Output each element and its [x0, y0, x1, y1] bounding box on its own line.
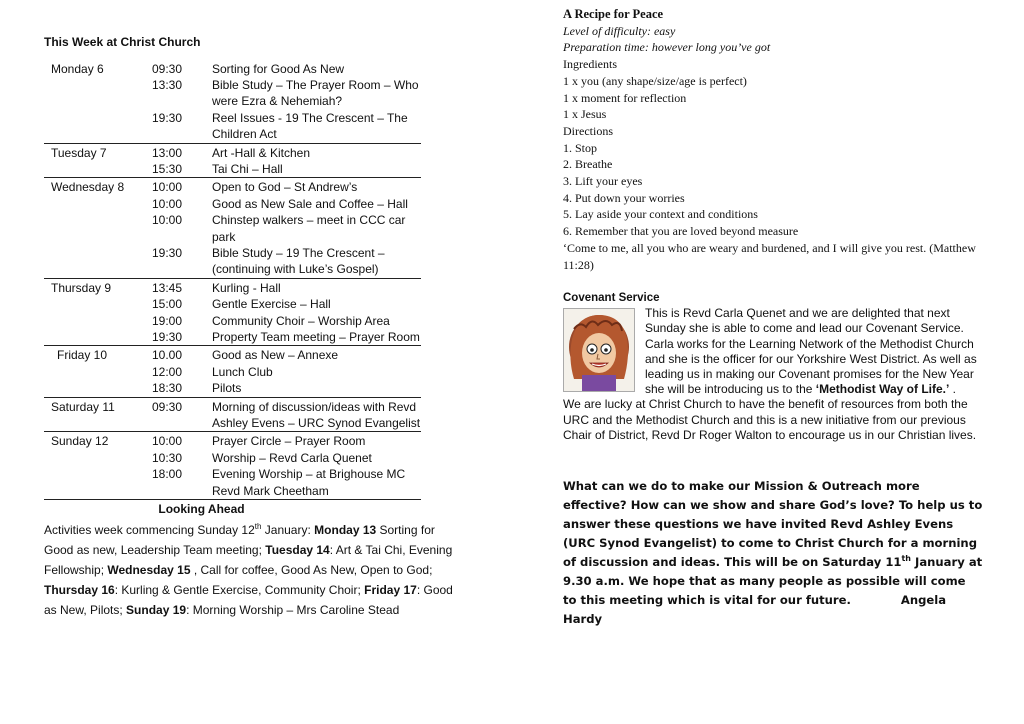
looking-ahead-text — [44, 520, 454, 620]
covenant-title: Covenant Service — [563, 292, 660, 305]
schedule-time: 19:00 — [152, 313, 183, 328]
covenant-paragraph-2: We are lucky at Christ Church to have the benefit of resources from both the URC and the Methodist Church and this is a new initiative from our previous Chair of District, Revd Dr Roger Walton to encourage us in our Christian lives. — [563, 397, 977, 442]
schedule-event: Bible Study – The Prayer Room – Who were Ezra & Nehemiah? — [212, 77, 419, 109]
direction-step: 6. Remember that you are loved beyond measure — [563, 224, 799, 239]
right-column — [563, 6, 983, 629]
schedule-row — [44, 143, 421, 161]
schedule-event: Lunch Club — [212, 364, 273, 379]
schedule-time: 18:30 — [152, 380, 212, 397]
schedule-event: Bible Study – 19 The Crescent – (continuing with Luke’s Gospel) — [212, 245, 421, 278]
direction-step: 5. Lay aside your context and conditions — [563, 207, 758, 222]
directions-list — [563, 140, 983, 240]
direction-step: 2. Breathe — [563, 157, 613, 172]
schedule-row — [44, 278, 421, 296]
schedule-row — [44, 61, 421, 77]
ahead-day-friday: Friday 17 — [364, 582, 417, 597]
schedule-event: Sorting for Good As New — [212, 61, 345, 76]
schedule-time: 18:00 — [152, 466, 212, 499]
schedule-day: Monday 6 — [51, 61, 104, 76]
recipe-title: A Recipe for Peace — [563, 7, 664, 21]
ingredient-item: 1 x Jesus — [563, 107, 607, 122]
outreach-sup: th — [901, 554, 911, 564]
schedule-time: 15:30 — [152, 161, 212, 178]
schedule-day: Sunday 12 — [51, 434, 109, 449]
ahead-sup: th — [254, 521, 262, 531]
schedule-event: Tai Chi – Hall — [212, 161, 421, 178]
schedule-event: Reel Issues - 19 The Crescent – The Children Act — [212, 110, 421, 143]
looking-ahead-title: Looking Ahead — [158, 502, 245, 517]
schedule-time: 12:00 — [152, 364, 183, 379]
schedule-day: Saturday 11 — [44, 397, 152, 432]
ingredient-item: 1 x you (any shape/size/age is perfect) — [563, 73, 747, 88]
ahead-text-monday: Sorting for Good as new, Leadership Team meeting; — [44, 522, 435, 557]
schedule-event: Good as New – Annexe — [212, 348, 339, 363]
schedule-row — [44, 161, 421, 178]
schedule-day — [44, 110, 152, 143]
schedule-time: 10:00 — [152, 213, 183, 228]
schedule-event: Good as New Sale and Coffee – Hall — [212, 196, 408, 211]
direction-step: 1. Stop — [563, 140, 598, 155]
ingredients-list — [563, 73, 983, 123]
schedule-row — [44, 329, 421, 346]
schedule-row — [44, 212, 421, 245]
schedule-day — [44, 296, 152, 312]
schedule-day — [44, 380, 152, 397]
recipe-difficulty: Level of difficulty: easy — [563, 23, 676, 38]
schedule-row — [44, 196, 421, 212]
schedule-time: 13:30 — [152, 77, 183, 92]
ahead-day-wednesday: Wednesday 15 — [107, 562, 191, 577]
schedule-time: 09:30 — [152, 397, 212, 432]
methodist-way-of-life: ‘Methodist Way of Life.’ — [815, 382, 950, 397]
ahead-day-tuesday: Tuesday 14 — [265, 542, 330, 557]
direction-step: 4. Put down your worries — [563, 190, 685, 205]
schedule-event: Pilots — [212, 380, 421, 397]
schedule-row — [44, 296, 421, 312]
covenant-service-section — [563, 291, 983, 443]
schedule-event: Worship – Revd Carla Quenet — [212, 450, 372, 465]
recipe-quote: ‘Come to me, all you who are weary and burdened, and I will give you rest. (Matthew 11:28) — [563, 240, 976, 272]
outreach-text-1: What can we do to make our Mission & Outreach more effective? How can we show and share God’s love? To help us to answer these questions we have invited Revd Ashley Evens (URC Synod Evangelist) to come to Christ Church for a morning of discussion and ideas. This will be on Saturday 11 — [563, 479, 983, 570]
schedule-event: Kurling - Hall — [212, 280, 281, 295]
schedule-event: Open to God – St Andrew’s — [212, 180, 358, 195]
schedule-day — [44, 329, 152, 346]
schedule-row — [44, 432, 421, 450]
recipe-for-peace — [563, 6, 983, 273]
schedule-row — [44, 178, 421, 196]
direction-step: 3. Lift your eyes — [563, 174, 643, 189]
ingredients-label: Ingredients — [563, 57, 617, 72]
ahead-day-monday: Monday 13 — [314, 522, 377, 537]
ahead-day-thursday: Thursday 16 — [44, 582, 115, 597]
portrait-drawing — [564, 309, 634, 391]
schedule-time: 10.00 — [152, 348, 183, 363]
schedule-day — [44, 77, 152, 110]
covenant-paragraph-1-end: . — [949, 382, 956, 397]
schedule-time: 10:30 — [152, 450, 183, 465]
schedule-day: Wednesday 8 — [51, 180, 125, 195]
ahead-text-wednesday: , Call for coffee, Good As New, Open to God; — [190, 562, 433, 577]
carla-quenet-portrait — [563, 308, 635, 392]
ingredient-item: 1 x moment for reflection — [563, 90, 687, 105]
schedule-row — [44, 466, 421, 499]
schedule-row — [44, 313, 421, 329]
schedule-row — [44, 380, 421, 397]
schedule-day — [44, 161, 152, 178]
schedule-day — [44, 450, 152, 466]
schedule-time: 09:30 — [152, 61, 183, 76]
ahead-text-friday: : Good as New, Pilots; — [44, 582, 453, 617]
schedule-event: Art -Hall & Kitchen — [212, 145, 311, 160]
schedule-event: Chinstep walkers – meet in CCC car park — [212, 213, 406, 244]
schedule-day: Tuesday 7 — [51, 145, 107, 160]
schedule-time: 19:30 — [152, 329, 212, 346]
schedule-time: 10:00 — [152, 180, 183, 195]
schedule-event: Evening Worship – at Brighouse MC Revd Mark Cheetham — [212, 466, 421, 499]
ahead-text-tuesday: : Art & Tai Chi, Evening Fellowship; — [44, 542, 453, 577]
schedule-day — [44, 466, 152, 499]
covenant-paragraph-1: This is Revd Carla Quenet and we are delighted that next Sunday she is able to come and lead our Covenant Service. Carla works for the Learning Network of the Methodist Church and she is the officer for our Yorkshire West District. As well as leading us in making our Covenant promises for the New Year she will be introducing us to the — [645, 306, 977, 397]
ahead-text-thursday: : Kurling & Gentle Exercise, Community Choir; — [114, 582, 365, 597]
schedule-time: 13:45 — [152, 280, 183, 295]
schedule-row — [44, 364, 421, 380]
schedule-event: Morning of discussion/ideas with Revd Ashley Evens – URC Synod Evangelist — [212, 397, 421, 432]
schedule-row — [44, 346, 421, 364]
schedule-title: This Week at Christ Church — [44, 35, 201, 49]
schedule-event: Gentle Exercise – Hall — [212, 297, 331, 312]
signature: Angela Hardy — [563, 593, 947, 627]
schedule-table — [44, 61, 421, 501]
schedule-day — [44, 245, 152, 278]
ahead-day-sunday: Sunday 19 — [126, 602, 187, 617]
schedule-day — [44, 212, 152, 245]
directions-label: Directions — [563, 123, 613, 138]
schedule-row — [44, 397, 421, 432]
schedule-time: 19:30 — [152, 245, 212, 278]
schedule-day — [44, 364, 152, 380]
mission-outreach-notice — [563, 477, 983, 629]
schedule-day: Thursday 9 — [51, 280, 112, 295]
schedule-day: Friday 10 — [57, 348, 108, 363]
schedule-event: Prayer Circle – Prayer Room — [212, 434, 366, 449]
schedule-time: 10:00 — [152, 196, 183, 211]
schedule-event: Property Team meeting – Prayer Room — [212, 330, 420, 344]
schedule-time: 13:00 — [152, 145, 183, 160]
schedule-row — [44, 245, 421, 278]
schedule-row — [44, 110, 421, 143]
outreach-text-2: January at 9.30 a.m. We hope that as many people as possible will come to this meeting which is vital for our future. — [563, 555, 983, 608]
weekly-schedule-section — [44, 34, 464, 620]
schedule-row — [44, 450, 421, 466]
ahead-intro-2: January: — [261, 522, 315, 537]
schedule-time: 15:00 — [152, 297, 183, 312]
schedule-day — [44, 196, 152, 212]
ahead-intro: Activities week commencing Sunday 12 — [44, 522, 255, 537]
schedule-time: 10:00 — [152, 434, 183, 449]
schedule-row — [44, 77, 421, 110]
schedule-time: 19:30 — [152, 110, 212, 143]
recipe-prep-time: Preparation time: however long you’ve got — [563, 40, 771, 55]
schedule-day — [44, 313, 152, 329]
schedule-event: Community Choir – Worship Area — [212, 313, 390, 328]
ahead-text-sunday: : Morning Worship – Mrs Caroline Stead — [186, 602, 400, 617]
